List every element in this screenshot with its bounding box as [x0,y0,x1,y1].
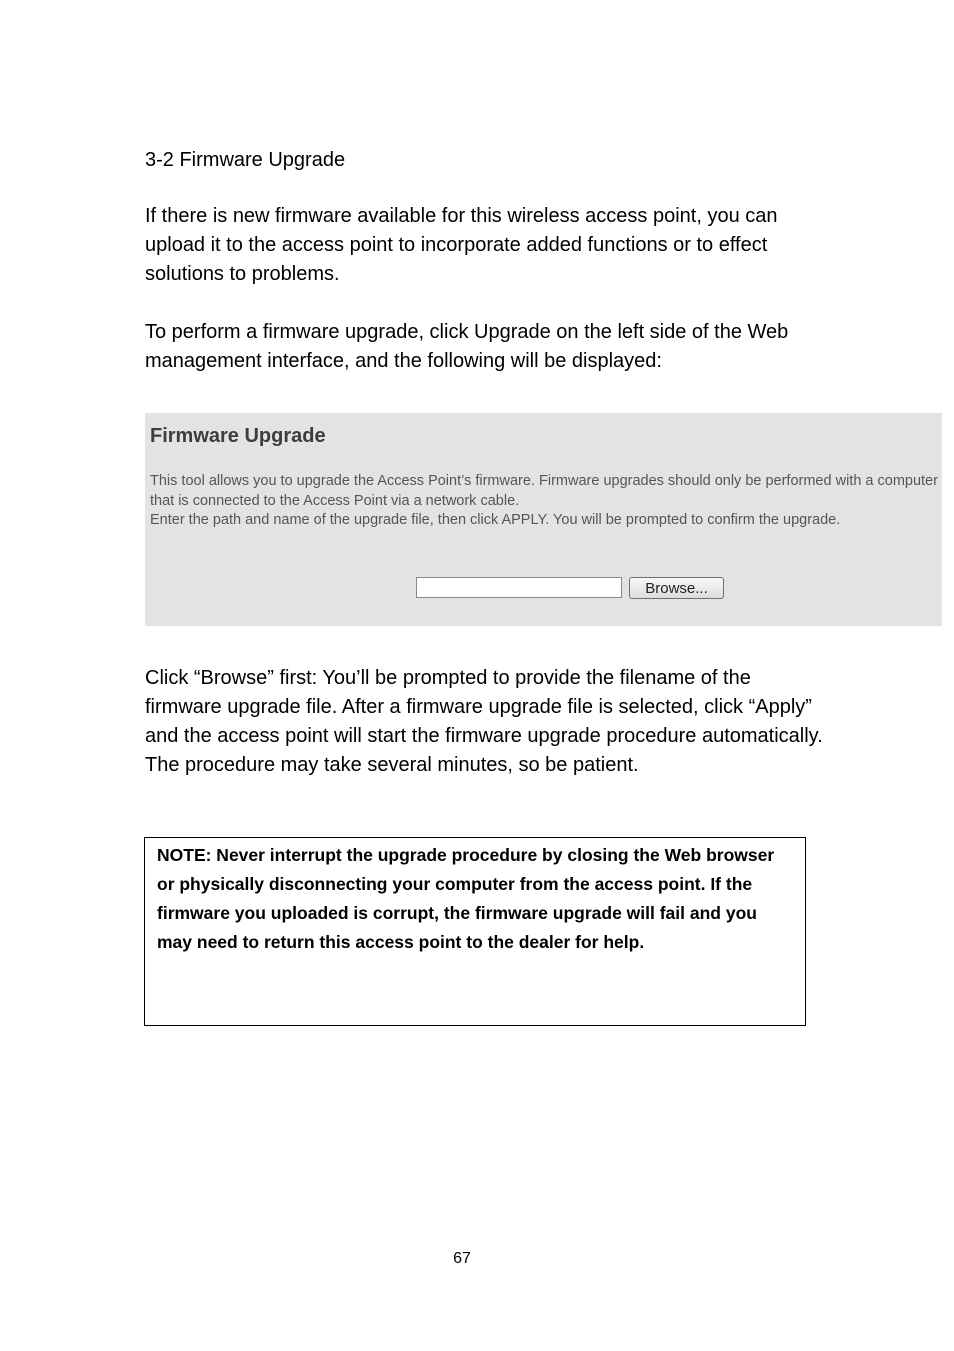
note-text: NOTE: Never interrupt the upgrade procedure by closing the Web browser or physically disconnecting your computer from the access point. If the firmware you uploaded is corrupt, the firmware upgrade will fail and you may need to return this access point to the dealer for help. [157,845,775,952]
screenshot-title: Firmware Upgrade [150,425,326,447]
page-number: 67 [453,1250,471,1267]
browse-button[interactable]: Browse... [629,577,724,599]
screenshot-description [150,472,940,531]
instruction-paragraph: To perform a firmware upgrade, click Upgrade on the left side of the Web management interface, and the following will be displayed: [145,321,789,372]
section-heading: 3-2 Firmware Upgrade [145,149,346,171]
note-box [144,837,806,1026]
firmware-upgrade-screenshot [145,413,942,626]
intro-paragraph: If there is new firmware available for this wireless access point, you can upload it to the access point to incorporate added functions or to effect solutions to problems. [145,205,778,285]
screenshot-desc-line2: Enter the path and name of the upgrade file, then click APPLY. You will be prompted to confirm the upgrade. [150,512,841,528]
firmware-file-input[interactable] [416,577,622,598]
browse-info-paragraph: Click “Browse” first: You’ll be prompted to provide the filename of the firmware upgrade file. After a firmware upgrade file is selected, click “Apply” and the access point will start the firmware upgrade procedure automatically. The procedure may take several minutes, so be patient. [145,667,823,776]
screenshot-desc-line1: This tool allows you to upgrade the Access Point’s firmware. Firmware upgrades should only be performed with a computer that is connected to the Access Point via a network cable. [150,473,938,509]
